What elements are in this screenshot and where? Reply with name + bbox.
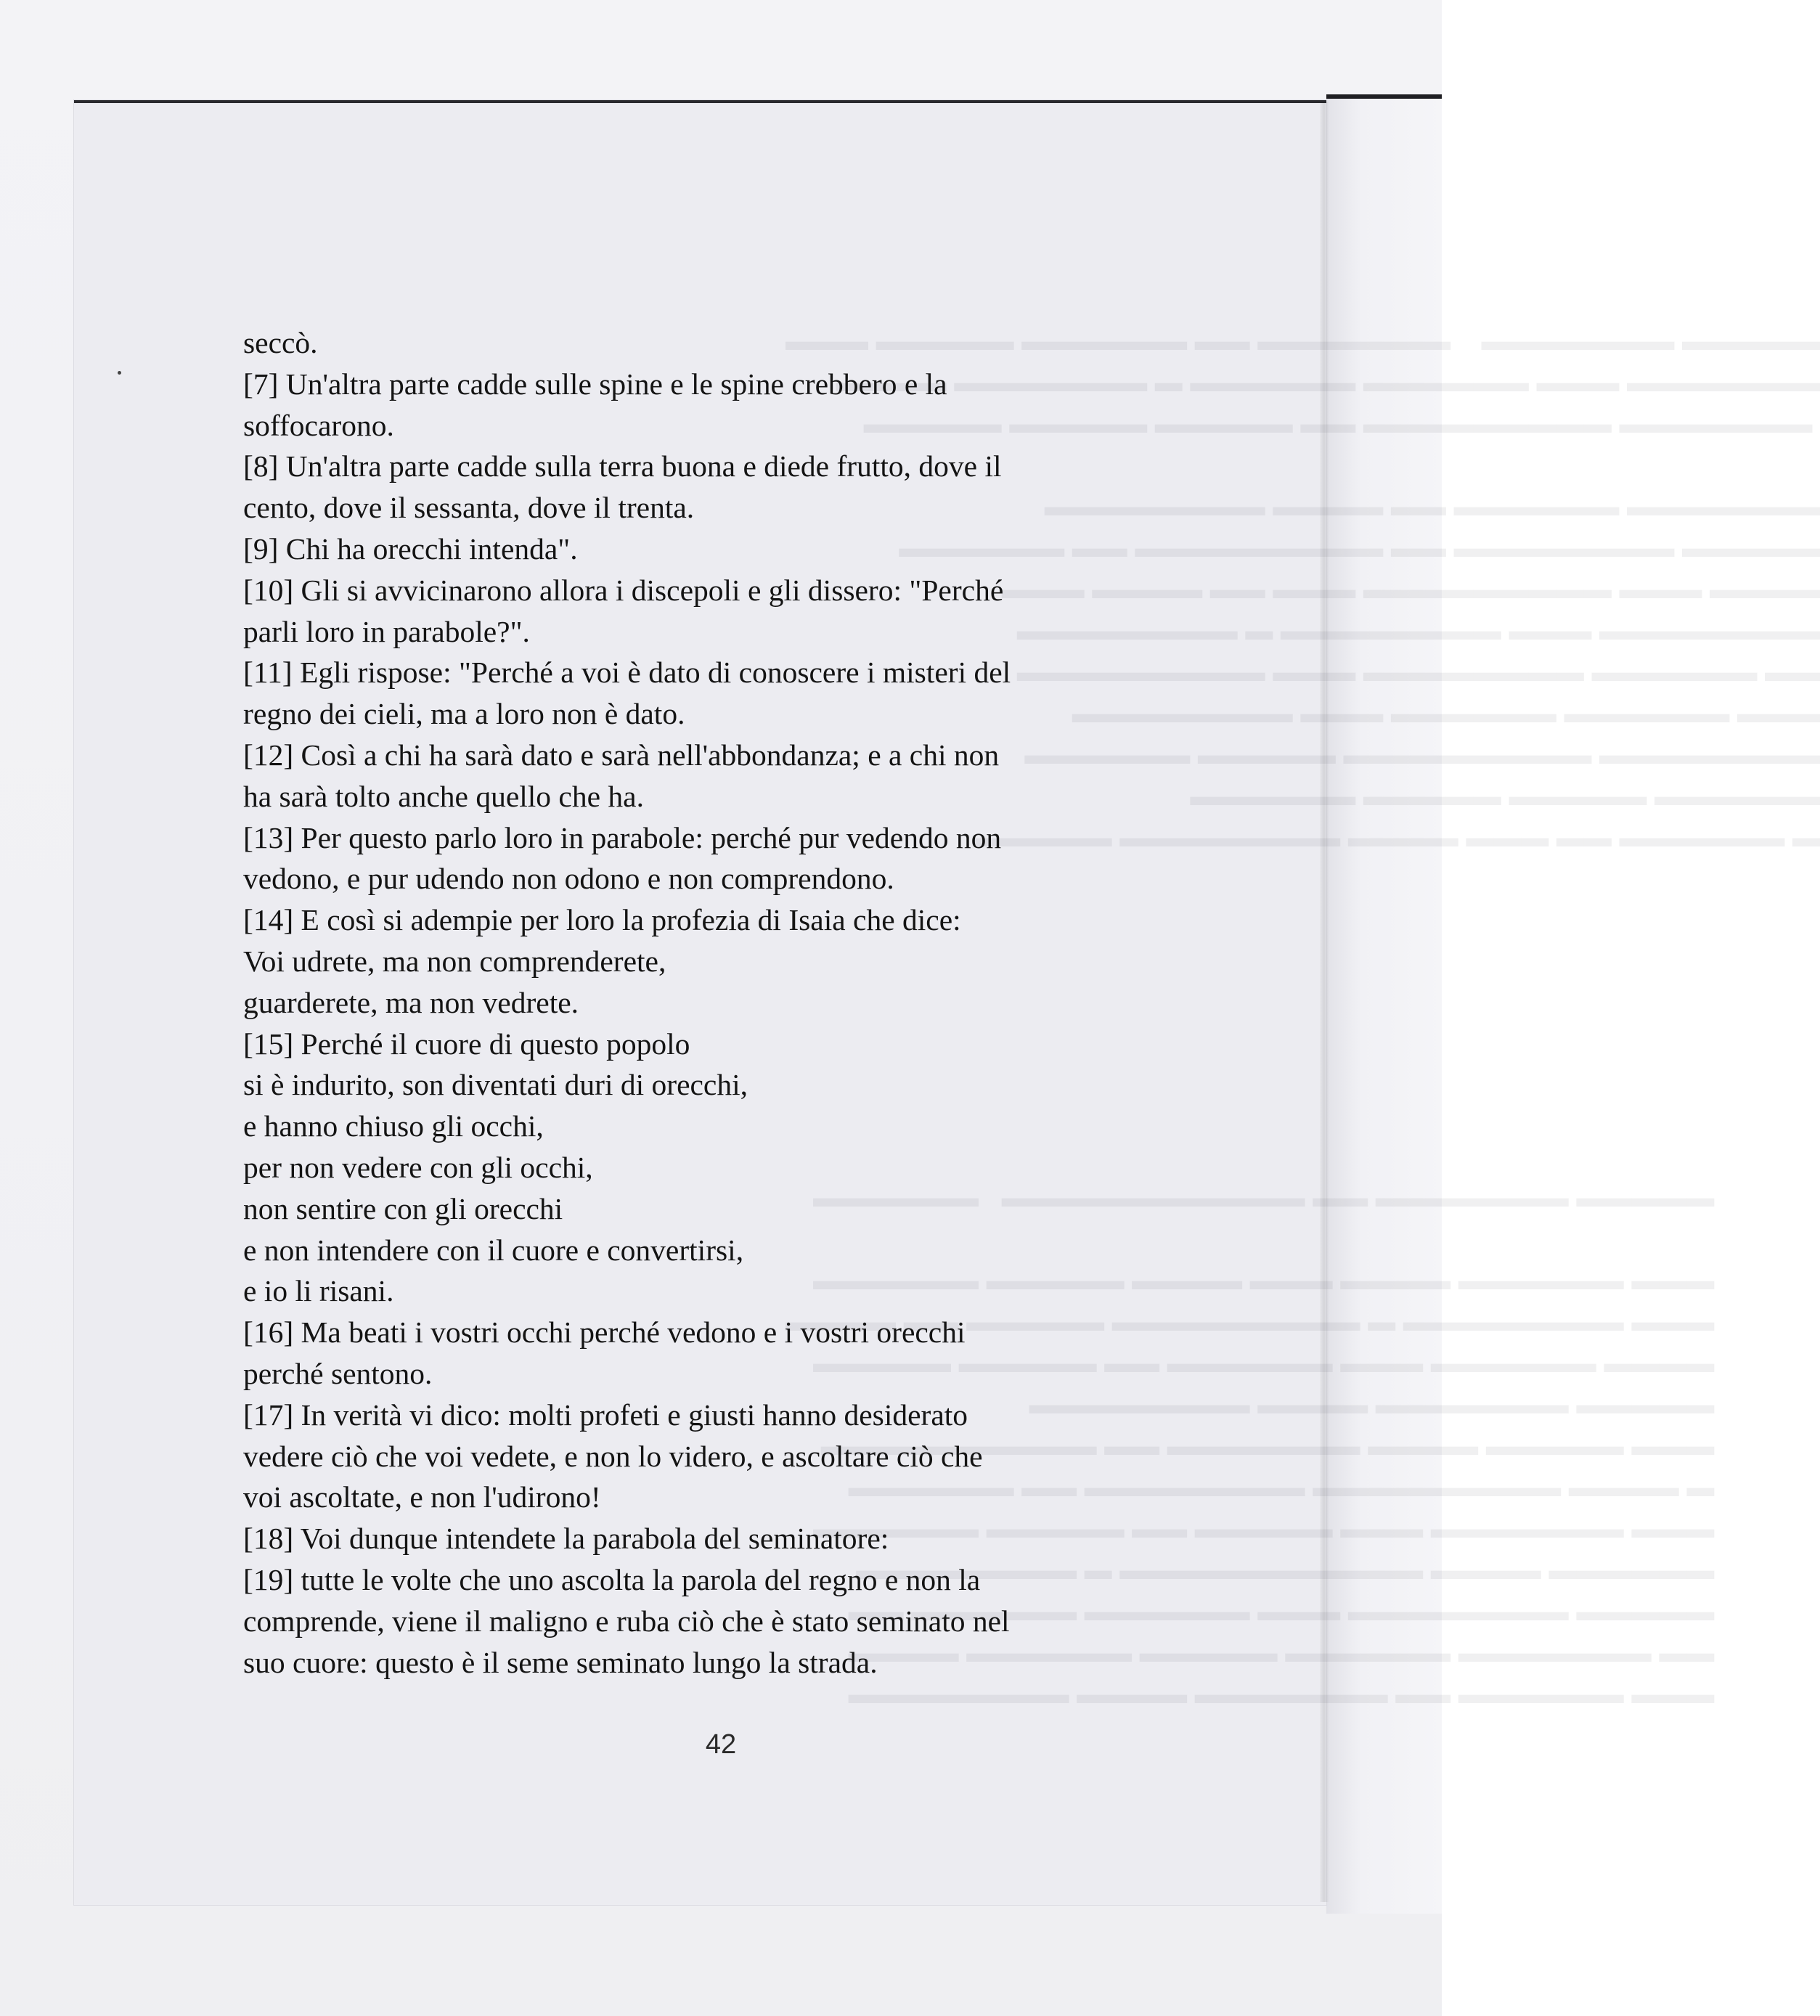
text-line: voi ascoltate, e non l'udirono! bbox=[243, 1480, 601, 1514]
text-line: [11] Egli rispose: "Perché a voi è dato di conoscere i misteri del bbox=[243, 656, 1011, 690]
text-line: per non vedere con gli occhi, bbox=[243, 1150, 593, 1184]
text-line: perché sentono. bbox=[243, 1356, 433, 1390]
text-line: [8] Un'altra parte cadde sulla terra buona e diede frutto, dove il bbox=[243, 449, 1002, 483]
text-line: [7] Un'altra parte cadde sulle spine e le spine crebbero e la bbox=[243, 367, 947, 401]
text-line: [13] Per questo parlo loro in parabole: perché pur vedendo non bbox=[243, 820, 1002, 854]
page-number: 42 bbox=[705, 1729, 737, 1760]
text-line: [17] In verità vi dico: molti profeti e giusti hanno desiderato bbox=[243, 1397, 968, 1432]
book-gutter bbox=[1320, 102, 1329, 1902]
text-line: [16] Ma beati i vostri occhi perché vedono e i vostri orecchi bbox=[243, 1315, 966, 1350]
text-line: seccò. bbox=[243, 326, 318, 359]
text-line: guarderete, ma non vedrete. bbox=[243, 985, 579, 1019]
text-line: Voi udrete, ma non comprenderete, bbox=[243, 944, 666, 978]
verse-text bbox=[243, 322, 1187, 1683]
text-line: [9] Chi ha orecchi intenda". bbox=[243, 531, 578, 566]
text-line: parli loro in parabole?". bbox=[243, 614, 530, 648]
text-line: [14] E così si adempie per loro la profezia di Isaia che dice: bbox=[243, 903, 961, 937]
scan-speck bbox=[118, 371, 121, 375]
text-line: [15] Perché il cuore di questo popolo bbox=[243, 1027, 690, 1061]
text-line: vedono, e pur udendo non odono e non comprendono. bbox=[243, 862, 894, 896]
facing-page-edge bbox=[1326, 94, 1442, 1914]
text-line: suo cuore: questo è il seme seminato lungo la strada. bbox=[243, 1645, 878, 1679]
text-line: e io li risani. bbox=[243, 1274, 394, 1308]
text-line: ha sarà tolto anche quello che ha. bbox=[243, 779, 644, 813]
text-line: soffocarono. bbox=[243, 408, 394, 442]
text-line: cento, dove il sessanta, dove il trenta. bbox=[243, 491, 695, 525]
text-line: non sentire con gli orecchi bbox=[243, 1191, 563, 1225]
text-line: comprende, viene il maligno e ruba ciò che è stato seminato nel bbox=[243, 1604, 1010, 1638]
text-line: regno dei cieli, ma a loro non è dato. bbox=[243, 697, 685, 731]
text-line: e non intendere con il cuore e convertirsi, bbox=[243, 1233, 744, 1267]
text-line: [12] Così a chi ha sarà dato e sarà nell'abbondanza; e a chi non bbox=[243, 738, 1000, 772]
text-line: e hanno chiuso gli occhi, bbox=[243, 1109, 544, 1143]
text-line: vedere ciò che voi vedete, e non lo videro, e ascoltare ciò che bbox=[243, 1439, 983, 1473]
text-line: [10] Gli si avvicinarono allora i discepoli e gli dissero: "Perché bbox=[243, 573, 1004, 607]
bleed-through-texture-lower: ▬▬▬▬▬ ▬▬▬▬▬▬▬ ▬▬▬▬▬▬▬▬▬▬▬ ▬▬▬▬▬▬ ▬▬▬ ▬▬▬▬▬▬ ▬▬▬ ▬▬▬▬ ▬▬▬▬▬ ▬▬▬▬▬▬ ▬▬▬ ▬▬▬▬▬▬▬▬ ▬▬▬▬▬▬▬▬▬ ▬▬▬▬▬ ▬▬ ▬▬▬▬ ▬▬▬▬ ▬▬▬▬▬▬ ▬▬▬▬▬▬ ▬▬ ▬▬▬▬▬ ▬▬▬▬▬ ▬▬▬▬▬ ▬▬▬▬▬▬▬ ▬▬▬▬ ▬▬▬▬▬▬▬▬ ▬▬▬ ▬▬▬▬▬ ▬▬▬▬▬▬▬ ▬▬ ▬▬▬▬▬▬▬▬▬▬ ▬ ▬▬▬▬ ▬▬▬▬▬▬▬▬ ▬▬ ▬▬▬▬▬▬ ▬▬▬ ▬▬▬▬▬▬▬ ▬▬▬▬▬ ▬▬ ▬▬▬▬▬ ▬▬▬▬▬▬ ▬▬▬▬▬▬ ▬▬▬▬ ▬▬▬▬▬▬▬▬▬▬▬ ▬ ▬▬▬▬▬▬▬▬ ▬▬▬▬▬ ▬▬▬▬▬▬▬▬ ▬▬▬ ▬▬▬▬▬▬ ▬▬▬▬▬▬ ▬▬ ▬▬ ▬▬▬▬▬▬▬ ▬▬▬▬▬ ▬▬▬▬▬▬ ▬▬▬▬ ▬▬▬ ▬▬▬▬▬▬ ▬▬▬▬▬▬▬ ▬▬▬▬ ▬▬▬▬▬▬▬▬ bbox=[785, 1183, 1715, 1710]
bleed-through-texture: ▬▬▬▬▬ ▬▬▬▬▬▬▬ ▬▬ ▬▬▬▬▬▬ ▬▬▬▬▬ ▬▬▬ ▬▬▬▬▬▬▬ ▬▬▬ ▬▬▬▬▬▬ ▬▬▬▬▬▬ ▬ ▬▬▬▬▬▬▬ ▬▬▬▬ ▬▬▬▬▬▬▬ ▬▬▬▬▬▬▬▬▬ ▬▬▬▬▬ ▬▬▬▬▬ ▬▬▬▬▬ ▬▬▬▬▬▬▬ ▬▬▬▬▬▬ ▬▬▬▬▬▬▬▬ ▬▬▬▬▬ ▬▬▬▬▬▬▬▬ ▬▬▬▬▬▬▬▬▬ ▬▬ ▬▬▬▬▬▬ ▬▬▬▬ ▬▬▬ ▬▬▬▬▬▬▬▬▬ ▬▬▬ ▬▬ ▬▬▬▬ ▬▬▬ ▬▬▬▬▬▬▬▬ ▬▬▬ ▬ ▬▬▬▬▬▬▬▬ ▬▬ ▬▬▬▬▬▬ ▬▬▬▬▬▬▬▬ ▬▬▬ ▬▬▬▬▬▬▬▬▬ ▬▬▬ ▬▬▬▬▬▬ ▬▬▬▬▬▬ ▬▬▬▬▬▬▬▬ ▬▬▬▬▬▬▬▬ ▬▬▬▬▬▬▬▬▬ ▬▬▬▬▬ ▬▬▬▬▬▬ ▬▬▬▬▬▬ ▬▬▬▬▬ ▬▬▬▬▬▬ ▬ ▬▬▬▬▬▬ ▬▬ ▬▬▬ ▬▬▬▬▬▬▬▬ ▬▬▬▬▬ bbox=[785, 326, 1820, 853]
text-line: si è indurito, son diventati duri di orecchi, bbox=[243, 1068, 748, 1102]
text-line: [19] tutte le volte che uno ascolta la parola del regno e non la bbox=[243, 1562, 981, 1596]
text-line: [18] Voi dunque intendete la parabola del seminatore: bbox=[243, 1522, 889, 1556]
